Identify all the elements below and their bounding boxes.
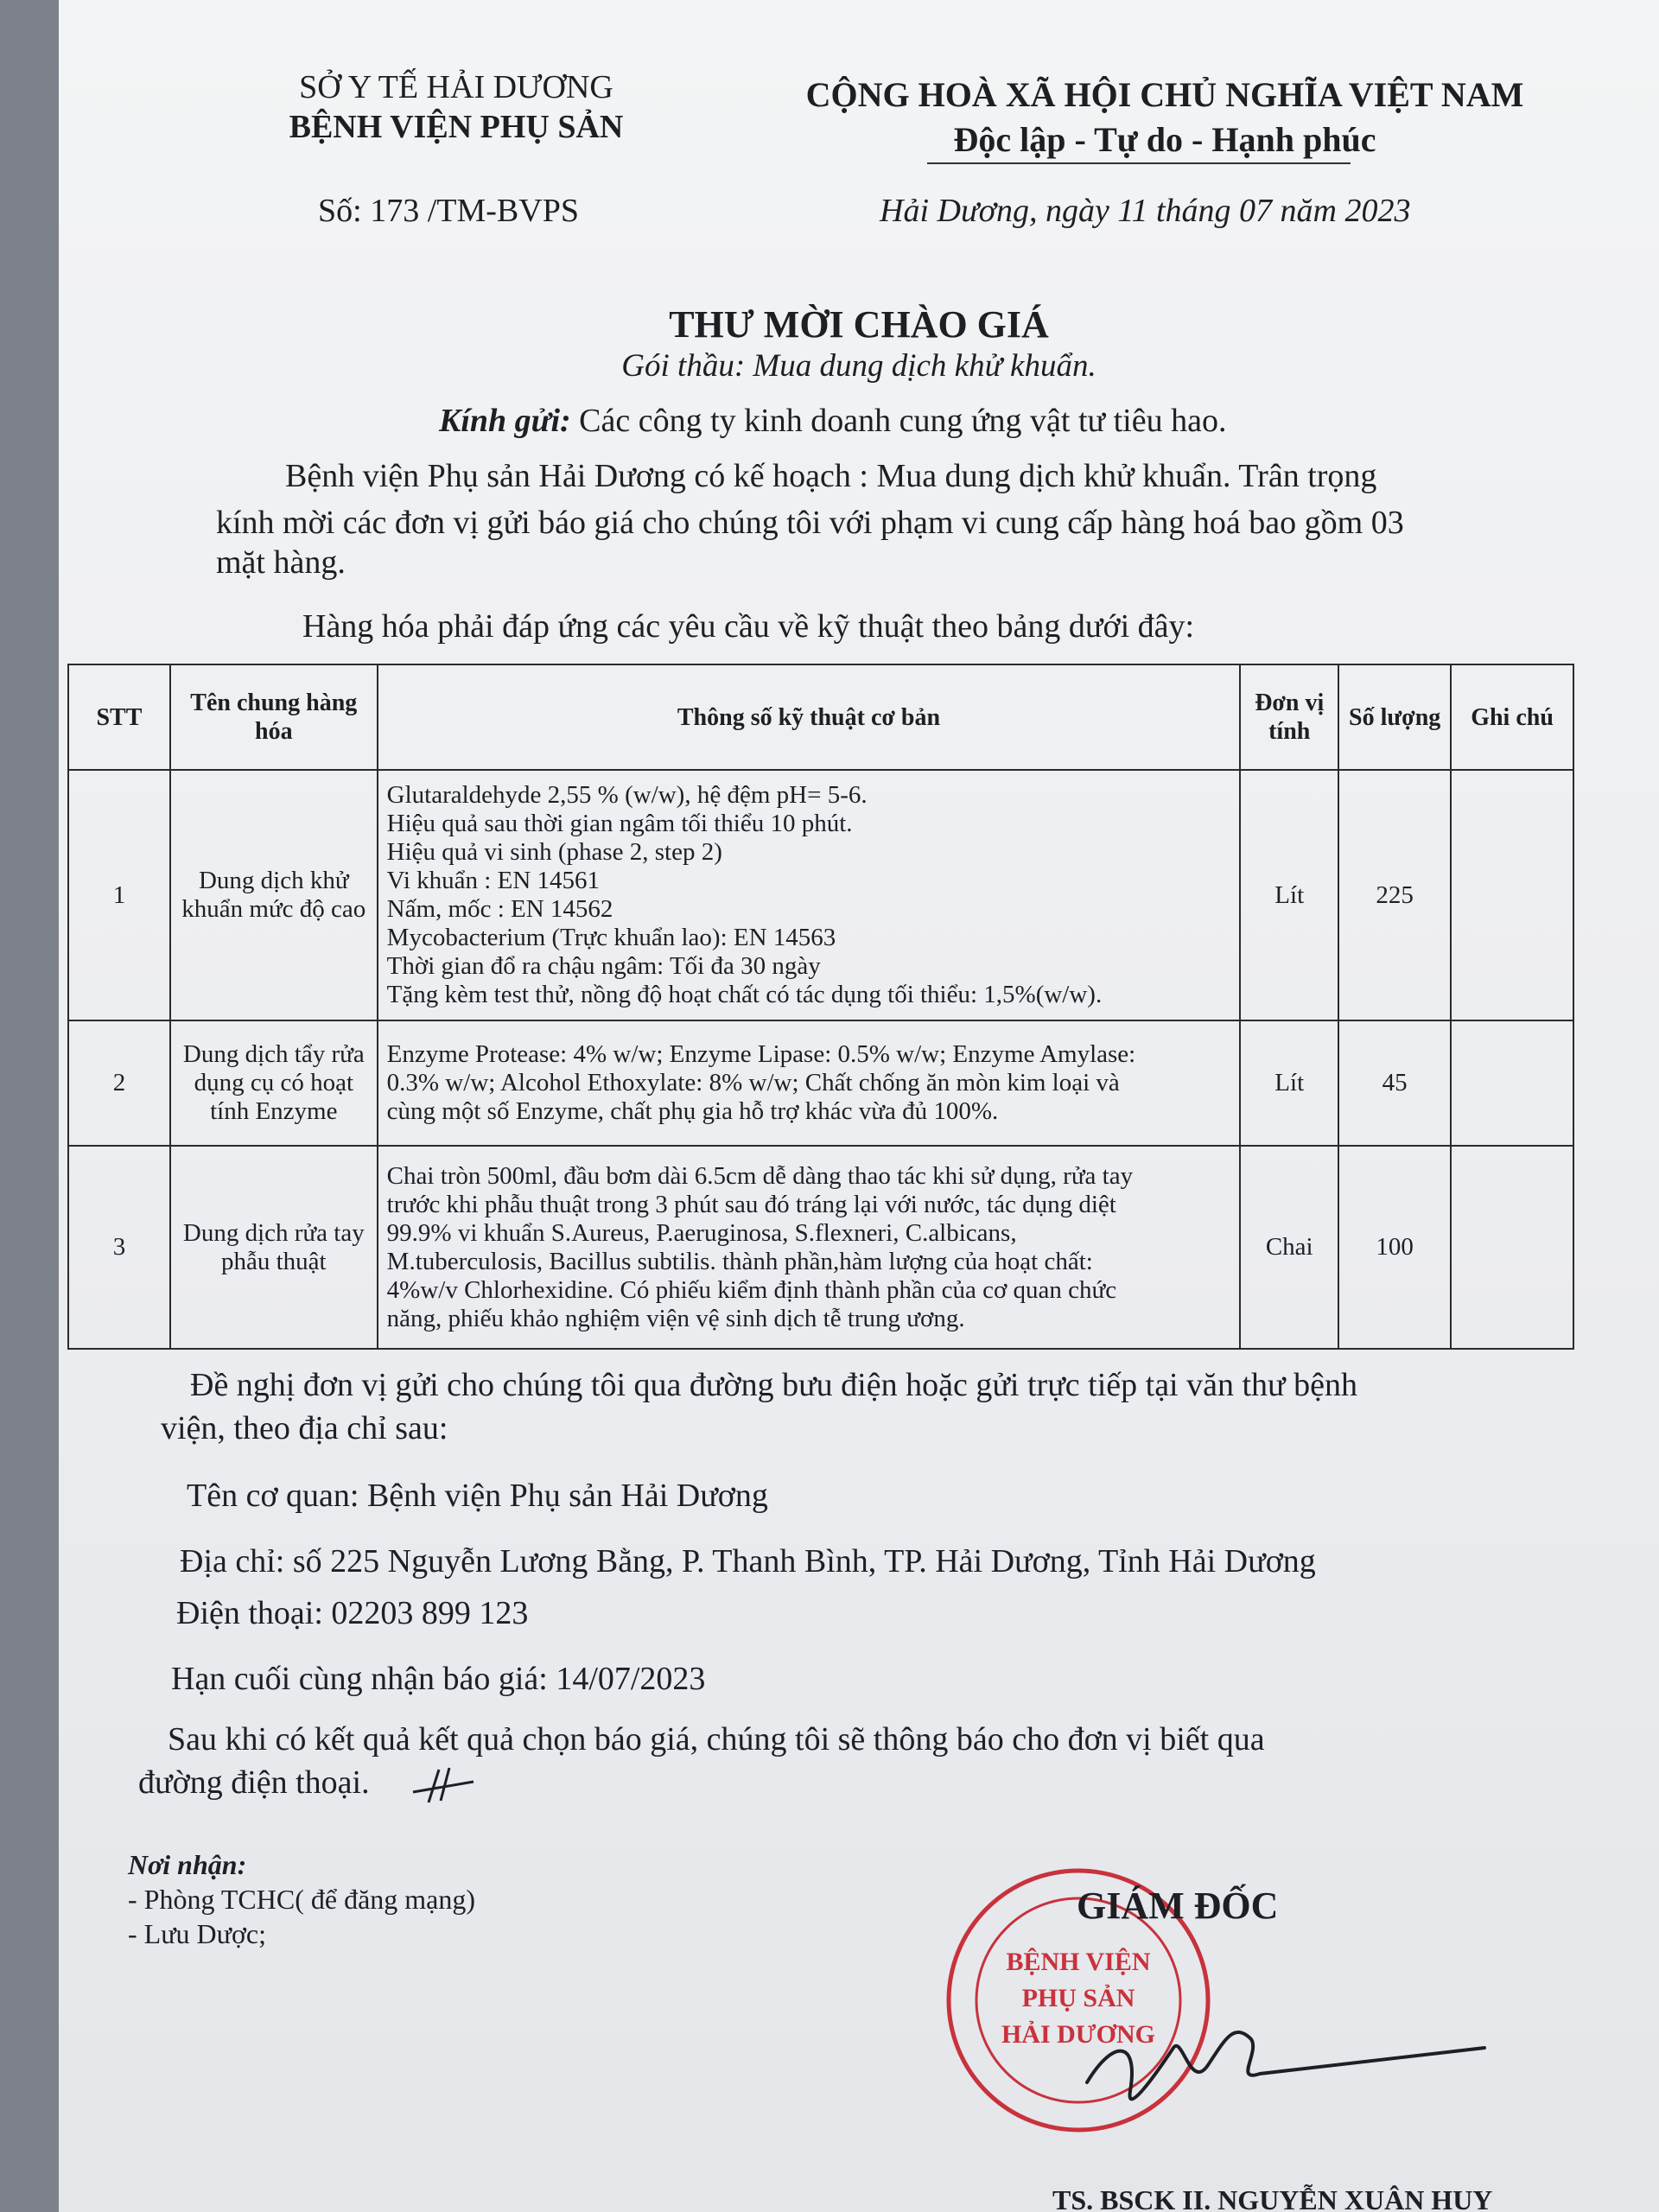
recipients-block bbox=[128, 1847, 475, 1951]
spec-line: Vi khuẩn : EN 14561 bbox=[386, 867, 601, 894]
spec-line: năng, phiếu khảo nghiệm viện vệ sinh dịch tễ trung ương. bbox=[386, 1304, 965, 1332]
row-unit: Lít bbox=[1240, 770, 1338, 1020]
spec-line: trước khi phẫu thuật trong 3 phút sau đó tráng lại với nước, tác dụng diệt bbox=[386, 1190, 1116, 1218]
document-page bbox=[59, 0, 1659, 2212]
header-left bbox=[275, 67, 638, 147]
row-spec bbox=[378, 770, 1241, 1020]
row-name: Dung dịch khử khuẩn mức độ cao bbox=[170, 770, 378, 1020]
row-name: Dung dịch rửa tay phẫu thuật bbox=[170, 1146, 378, 1349]
header-qty: Số lượng bbox=[1338, 664, 1451, 770]
closing-line-1: Sau khi có kết quả kết quả chọn báo giá, chúng tôi sẽ thông báo cho đơn vị biết qua bbox=[168, 1721, 1265, 1758]
spec-line: Tặng kèm test thử, nồng độ hoạt chất có tác dụng tối thiểu: 1,5%(w/w). bbox=[386, 981, 1103, 1008]
director-title: GIÁM ĐỐC bbox=[1077, 1885, 1279, 1927]
specification-table bbox=[67, 664, 1574, 1350]
closing-line-2: đường điện thoại. bbox=[138, 1764, 370, 1801]
contact-phone: Điện thoại: 02203 899 123 bbox=[176, 1595, 529, 1631]
row-qty: 225 bbox=[1338, 770, 1451, 1020]
recipient-item: - Phòng TCHC( để đăng mạng) bbox=[128, 1884, 476, 1915]
hospital-name: BỆNH VIỆN PHỤ SẢN bbox=[289, 109, 624, 145]
spec-line: 4%w/v Chlorhexidine. Có phiếu kiểm định thành phần của cơ quan chức bbox=[386, 1275, 1117, 1304]
recipient-line bbox=[439, 399, 1226, 442]
row-stt: 1 bbox=[68, 770, 170, 1020]
spec-line: M.tuberculosis, Bacillus subtilis. thành phần,hàm lượng của hoạt chất: bbox=[386, 1247, 1093, 1275]
recipient-label: Kính gửi: bbox=[439, 403, 571, 439]
spec-line: Thời gian đổ ra chậu ngâm: Tối đa 30 ngày bbox=[386, 952, 821, 980]
motto: Độc lập - Tự do - Hạnh phúc bbox=[953, 120, 1376, 159]
spec-line: Nấm, mốc : EN 14562 bbox=[386, 895, 613, 923]
contact-deadline: Hạn cuối cùng nhận báo giá: 14/07/2023 bbox=[171, 1661, 706, 1697]
row-spec bbox=[378, 1020, 1241, 1146]
table-header-row bbox=[68, 664, 1573, 770]
spec-line: Chai tròn 500ml, đầu bơm dài 6.5cm dễ dàng thao tác khi sử dụng, rửa tay bbox=[386, 1161, 1134, 1190]
request-line-2: viện, theo địa chỉ sau: bbox=[161, 1410, 448, 1446]
stamp-line: HẢI DƯƠNG bbox=[1001, 2020, 1156, 2049]
row-unit: Chai bbox=[1240, 1146, 1338, 1349]
stamp-line: PHỤ SẢN bbox=[1021, 1984, 1135, 2012]
contact-org: Tên cơ quan: Bệnh viện Phụ sản Hải Dương bbox=[187, 1478, 768, 1514]
header-spec: Thông số kỹ thuật cơ bản bbox=[378, 664, 1241, 770]
document-subtitle: Gói thầu: Mua dung dịch khử khuẩn. bbox=[621, 348, 1096, 384]
intro-line-1: Bệnh viện Phụ sản Hải Dương có kế hoạch : Mua dung dịch khử khuẩn. Trân trọng bbox=[285, 458, 1377, 494]
header-name: Tên chung hàng hóa bbox=[170, 664, 378, 770]
row-unit: Lít bbox=[1240, 1020, 1338, 1146]
row-spec bbox=[378, 1146, 1241, 1349]
recipient-text: Các công ty kinh doanh cung ứng vật tư tiêu hao. bbox=[579, 403, 1227, 439]
row-stt: 2 bbox=[68, 1020, 170, 1146]
end-mark bbox=[404, 1763, 482, 1806]
header-unit: Đơn vị tính bbox=[1240, 664, 1338, 770]
table-row bbox=[68, 1020, 1573, 1146]
row-stt: 3 bbox=[68, 1146, 170, 1349]
recipients-title: Nơi nhận: bbox=[128, 1849, 247, 1880]
row-name: Dung dịch tẩy rửa dụng cụ có hoạt tính Enzyme bbox=[170, 1020, 378, 1146]
country-name: CỘNG HOÀ XÃ HỘI CHỦ NGHĨA VIỆT NAM bbox=[805, 75, 1524, 114]
header-stt: STT bbox=[68, 664, 170, 770]
spec-line: 99.9% vi khuẩn S.Aureus, P.aeruginosa, S.flexneri, C.albicans, bbox=[386, 1218, 1017, 1247]
intro-line-2: kính mời các đơn vị gửi báo giá cho chúng tôi với phạm vi cung cấp hàng hoá bao gồm 03 bbox=[216, 505, 1404, 541]
spec-line: Glutaraldehyde 2,55 % (w/w), hệ đệm pH= 5-6. bbox=[386, 781, 868, 809]
contact-address: Địa chỉ: số 225 Nguyễn Lương Bằng, P. Thanh Bình, TP. Hải Dương, Tỉnh Hải Dương bbox=[180, 1543, 1316, 1580]
header-right bbox=[750, 73, 1580, 162]
row-note bbox=[1451, 1020, 1573, 1146]
row-qty: 100 bbox=[1338, 1146, 1451, 1349]
intro-line-3: mặt hàng. bbox=[216, 544, 346, 581]
document-date: Hải Dương, ngày 11 tháng 07 năm 2023 bbox=[880, 193, 1411, 229]
stamp-line: BỆNH VIỆN bbox=[1006, 1948, 1151, 1976]
recipient-item: - Lưu Dược; bbox=[128, 1918, 267, 1949]
row-qty: 45 bbox=[1338, 1020, 1451, 1146]
row-note bbox=[1451, 770, 1573, 1020]
spec-line: 0.3% w/w; Alcohol Ethoxylate: 8% w/w; Chất chống ăn mòn kim loại và bbox=[386, 1069, 1120, 1096]
table-row bbox=[68, 770, 1573, 1020]
spec-line: cùng một số Enzyme, chất phụ gia hỗ trợ khác vừa đủ 100%. bbox=[386, 1097, 999, 1125]
signer-name: TS. BSCK II. NGUYỄN XUÂN HUY bbox=[1052, 2184, 1493, 2212]
spec-line: Enzyme Protease: 4% w/w; Enzyme Lipase: 0.5% w/w; Enzyme Amylase: bbox=[386, 1040, 1136, 1068]
signature bbox=[1078, 1987, 1493, 2134]
document-number: Số: 173 /TM-BVPS bbox=[318, 193, 579, 229]
table-intro: Hàng hóa phải đáp ứng các yêu cầu về kỹ thuật theo bảng dưới đây: bbox=[302, 608, 1195, 645]
spec-line: Hiệu quả vi sinh (phase 2, step 2) bbox=[386, 838, 722, 866]
header-note: Ghi chú bbox=[1451, 664, 1573, 770]
row-note bbox=[1451, 1146, 1573, 1349]
department-name: SỞ Y TẾ HẢI DƯƠNG bbox=[299, 69, 613, 105]
spec-line: Hiệu quả sau thời gian ngâm tối thiểu 10 phút. bbox=[386, 810, 853, 837]
request-line-1: Đề nghị đơn vị gửi cho chúng tôi qua đường bưu điện hoặc gửi trực tiếp tại văn thư bệnh bbox=[190, 1367, 1358, 1403]
spec-line: Mycobacterium (Trực khuẩn lao): EN 14563 bbox=[386, 924, 836, 951]
motto-underline bbox=[927, 162, 1351, 164]
table-row bbox=[68, 1146, 1573, 1349]
document-title: THƯ MỜI CHÀO GIÁ bbox=[669, 303, 1049, 346]
